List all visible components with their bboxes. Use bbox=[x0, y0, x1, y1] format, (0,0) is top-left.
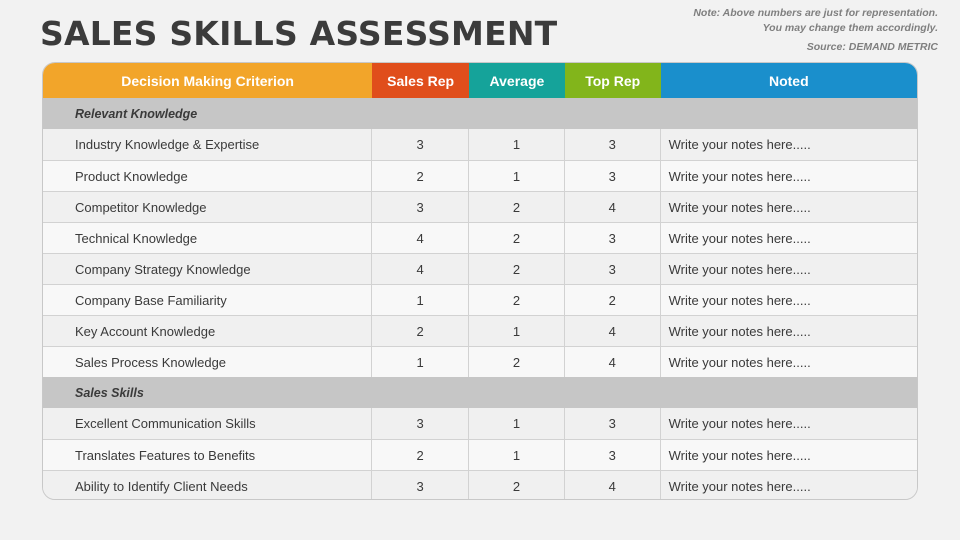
average-cell: 2 bbox=[469, 192, 565, 222]
table-row bbox=[43, 253, 917, 284]
criterion-cell: Ability to Identify Client Needs bbox=[43, 471, 372, 500]
sales-rep-cell: 2 bbox=[372, 440, 469, 470]
sales-rep-cell: 1 bbox=[372, 285, 469, 315]
average-cell: 2 bbox=[469, 285, 565, 315]
source-label: Source: DEMAND METRIC bbox=[806, 41, 938, 53]
header-criterion: Decision Making Criterion bbox=[43, 63, 372, 98]
table-row bbox=[43, 160, 917, 191]
note-cell: Write your notes here..... bbox=[668, 199, 811, 215]
table-row bbox=[43, 439, 917, 470]
top-rep-cell: 4 bbox=[565, 316, 661, 346]
section-title: Sales Skills bbox=[75, 385, 144, 400]
sales-rep-cell: 4 bbox=[372, 223, 469, 253]
criterion-cell: Sales Process Knowledge bbox=[43, 347, 372, 377]
average-cell: 2 bbox=[469, 223, 565, 253]
criterion-cell: Company Base Familiarity bbox=[43, 285, 372, 315]
average-cell: 2 bbox=[469, 347, 565, 377]
average-cell: 2 bbox=[469, 254, 565, 284]
section-title: Relevant Knowledge bbox=[75, 106, 198, 121]
page-title: SALES SKILLS ASSESSMENT bbox=[40, 14, 558, 53]
average-cell: 2 bbox=[469, 471, 565, 500]
top-rep-cell: 3 bbox=[565, 254, 661, 284]
average-cell: 1 bbox=[469, 161, 565, 191]
criterion-cell: Technical Knowledge bbox=[43, 223, 372, 253]
note-cell: Write your notes here..... bbox=[668, 416, 811, 431]
note-line-1: Note: Above numbers are just for representation. bbox=[693, 7, 938, 19]
criterion-cell: Key Account Knowledge bbox=[43, 316, 372, 346]
table-header-row bbox=[43, 63, 917, 98]
section-header-row bbox=[43, 377, 917, 408]
table-row bbox=[43, 222, 917, 253]
sales-rep-cell: 3 bbox=[372, 192, 469, 222]
criterion-cell: Company Strategy Knowledge bbox=[43, 254, 372, 284]
top-rep-cell: 3 bbox=[565, 129, 661, 160]
sales-rep-cell: 3 bbox=[372, 408, 469, 439]
top-rep-cell: 4 bbox=[565, 192, 661, 222]
header-average: Average bbox=[469, 63, 565, 98]
representation-note bbox=[693, 6, 938, 55]
table-row bbox=[43, 191, 917, 222]
top-rep-cell: 3 bbox=[565, 161, 661, 191]
note-cell: Write your notes here..... bbox=[668, 168, 811, 184]
sales-rep-cell: 3 bbox=[372, 129, 469, 160]
average-cell: 1 bbox=[469, 408, 565, 439]
average-cell: 1 bbox=[469, 129, 565, 160]
note-cell: Write your notes here..... bbox=[668, 478, 811, 494]
criterion-cell: Industry Knowledge & Expertise bbox=[43, 129, 372, 160]
top-rep-cell: 4 bbox=[565, 347, 661, 377]
top-rep-cell: 2 bbox=[565, 285, 661, 315]
table-row bbox=[43, 284, 917, 315]
sales-rep-cell: 2 bbox=[372, 161, 469, 191]
note-cell: Write your notes here..... bbox=[668, 230, 811, 246]
average-cell: 1 bbox=[469, 440, 565, 470]
note-cell: Write your notes here..... bbox=[668, 137, 811, 152]
note-cell: Write your notes here..... bbox=[668, 447, 811, 463]
criterion-cell: Translates Features to Benefits bbox=[43, 440, 372, 470]
average-cell: 1 bbox=[469, 316, 565, 346]
note-line-2: You may change them accordingly. bbox=[762, 22, 938, 34]
table-row bbox=[43, 408, 917, 439]
sales-rep-cell: 4 bbox=[372, 254, 469, 284]
criterion-cell: Excellent Communication Skills bbox=[43, 408, 372, 439]
note-cell: Write your notes here..... bbox=[668, 323, 811, 339]
top-rep-cell: 3 bbox=[565, 440, 661, 470]
table-row bbox=[43, 346, 917, 377]
sales-rep-cell: 1 bbox=[372, 347, 469, 377]
top-rep-cell: 4 bbox=[565, 471, 661, 500]
table-row bbox=[43, 129, 917, 160]
note-cell: Write your notes here..... bbox=[668, 354, 811, 370]
table-row bbox=[43, 315, 917, 346]
header-top-rep: Top Rep bbox=[565, 63, 661, 98]
criterion-cell: Product Knowledge bbox=[43, 161, 372, 191]
section-header-row bbox=[43, 98, 917, 129]
assessment-table bbox=[42, 62, 918, 500]
criterion-cell: Competitor Knowledge bbox=[43, 192, 372, 222]
note-cell: Write your notes here..... bbox=[668, 292, 811, 308]
table-body bbox=[43, 98, 917, 500]
top-rep-cell: 3 bbox=[565, 223, 661, 253]
sales-rep-cell: 2 bbox=[372, 316, 469, 346]
header-noted: Noted bbox=[661, 63, 917, 98]
note-cell: Write your notes here..... bbox=[668, 261, 811, 277]
sales-rep-cell: 3 bbox=[372, 471, 469, 500]
header-sales-rep: Sales Rep bbox=[372, 63, 469, 98]
table-row bbox=[43, 470, 917, 500]
top-rep-cell: 3 bbox=[565, 408, 661, 439]
